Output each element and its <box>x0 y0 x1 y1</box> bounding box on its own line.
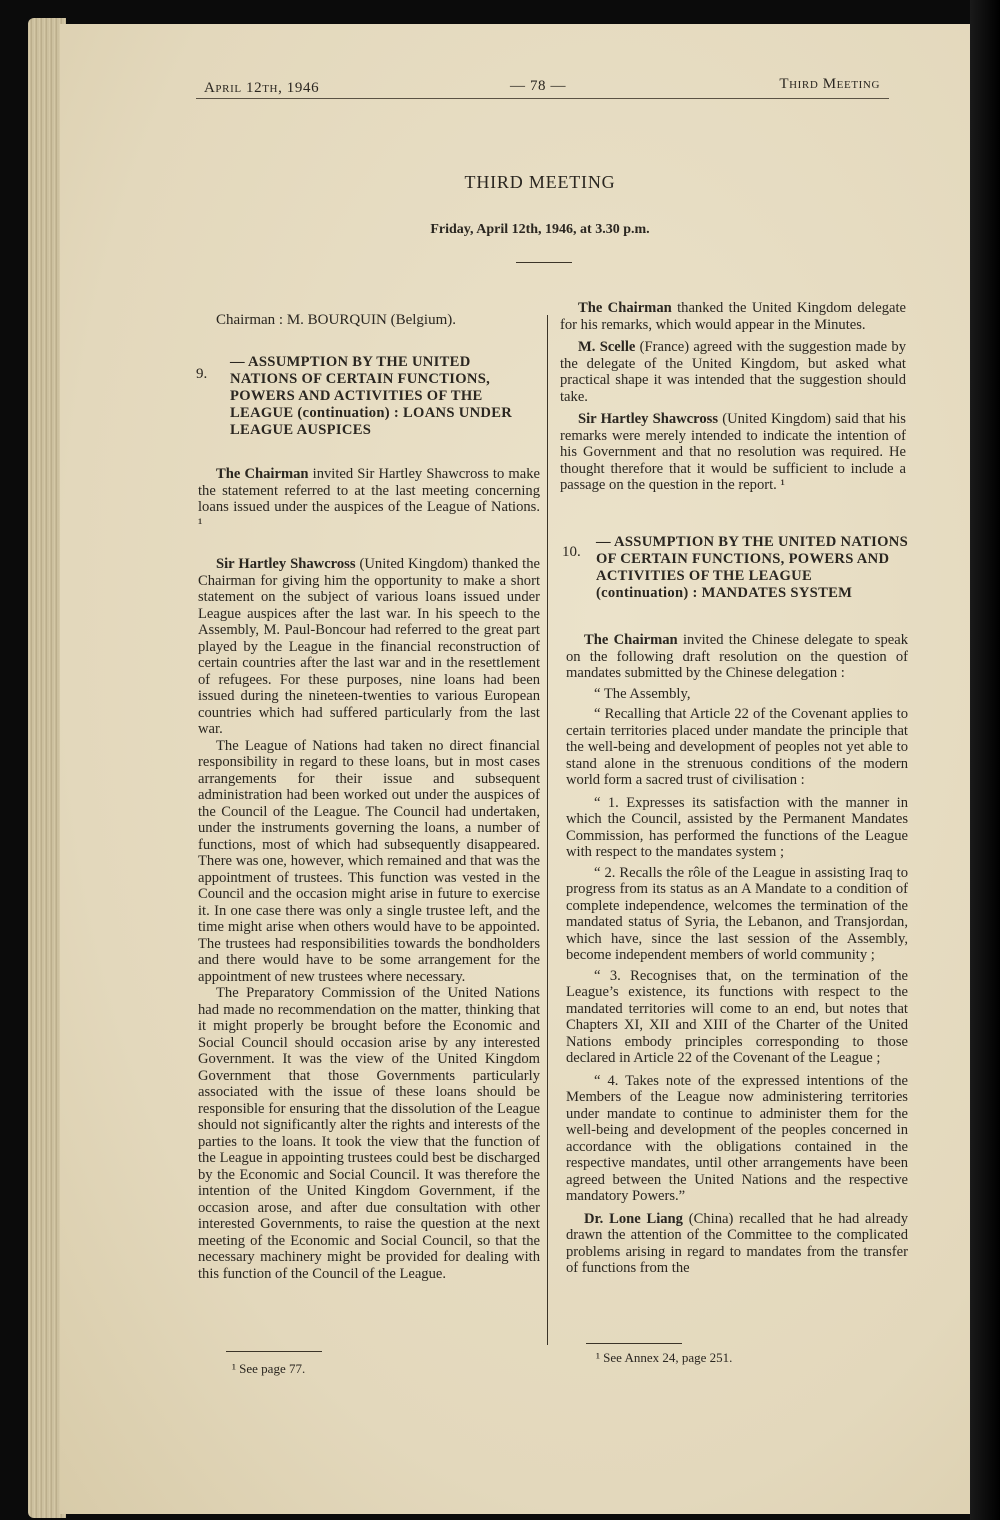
resolution-line: “ The Assembly, <box>594 685 691 702</box>
running-head-date: April 12th, 1946 <box>204 80 320 96</box>
title-divider <box>516 262 572 263</box>
paragraph-text: thanked the United Kingdom delegate for his remarks, which would appear in the Minutes. <box>560 300 907 333</box>
paragraph: The Preparatory Commission of the United Nations had made no recommendation on the matter, thinking that it might properly be brought before the Economic and Social Council should occasion arise by any interested Government. It was the view of the United Kingdom Government that those Governments particularly associated with the issue of these loans should be responsible for ensuring that the dissolution of the League should not significantly alter the rights and interests of the parties to the loans. It took the view that the function of the League in appointing trustees could best be discharged by the Economic and Social Council. It was therefore the intention of the United Kingdom Government, if the occasion arose, and after due consultation with other interested Governments, to raise the question at the next meeting of the Economic and Social Council, so that the necessary machinery might be provided for dealing with this function of the Council of the League. <box>198 985 540 1282</box>
section-heading-9: — ASSUMPTION BY THE UNITED NATIONS OF CERTAIN FUNCTIONS, POWERS AND ACTIVITIES OF THE LEAGUE (continuation) : LOANS UNDER LEAGUE AUSPICES <box>230 354 513 438</box>
paragraph-text: (France) agreed with the suggestion made by the delegate of the United Kingdom, but asked what practical shape it was intended that the suggestion should take. <box>560 339 906 405</box>
running-head-meeting: Third Meeting <box>779 76 880 92</box>
resolution-line: “ 3. Recognises that, on the termination of the League’s existence, its functions with respect to the mandated territories will come to an end, but notes that Chapters XI, XII and XIII of the Charter of the United Nations embody principles corresponding to those declared in Article 22 of the Covenant of the League ; <box>566 967 908 1066</box>
section-number-9: 9. <box>196 366 208 382</box>
speaker: The Chairman <box>216 466 309 482</box>
speaker: The Chairman <box>578 300 672 316</box>
resolution-line: “ 1. Expresses its satisfaction with the manner in which the Council, assisted by the Permanent Mandates Commission, has performed the functions of the League with respect to the mandates system ; <box>566 794 908 860</box>
footnote-rule <box>586 1343 682 1344</box>
paragraph <box>560 339 906 405</box>
paragraph-text: (China) recalled that he had already drawn the attention of the Committee to the complicated problems arising in regard to mandates from the transfer of functions from the <box>566 1210 908 1276</box>
paragraph <box>198 466 540 532</box>
chairman-line: Chairman : M. BOURQUIN (Belgium). <box>216 312 456 328</box>
speaker: Dr. Lone Liang <box>584 1210 683 1227</box>
footnote-rule <box>226 1351 322 1352</box>
section-heading-10: — ASSUMPTION BY THE UNITED NATIONS OF CERTAIN FUNCTIONS, POWERS AND ACTIVITIES OF THE LEAGUE (continuation) : MANDATES SYSTEM <box>596 534 908 601</box>
page-title: THIRD MEETING <box>464 172 616 192</box>
header-rule <box>196 98 889 99</box>
paragraph-text: invited Sir Hartley Shawcross to make the statement referred to at the last meeting concerning loans issued under the auspices of the League of Nations. ¹ <box>198 466 540 532</box>
speaker: M. Scelle <box>578 339 636 355</box>
running-head <box>200 76 890 100</box>
paragraph-text: invited the Chinese delegate to speak on the following draft resolution on the question of mandates submitted by the Chinese delegation : <box>566 632 909 681</box>
section-number-10: 10. <box>562 544 581 560</box>
paragraph-text: (United Kingdom) thanked the Chairman for giving him the opportunity to make a short statement on the subject of various loans issued under League auspices after the last war. In his speech to the Assembly, M. Paul-Boncour had referred to the great part played by the League in the financial reconstruction of certain countries after the last war and in the resettlement of refugees. For these purposes, nine loans had been issued during the nineteen-twenties to various European countries which had suffered particularly from the last war. <box>198 556 540 737</box>
paragraph <box>560 411 906 494</box>
right-column-bottom <box>566 632 908 1277</box>
footnote: ¹ See Annex 24, page 251. <box>596 1350 733 1365</box>
footnote: ¹ See page 77. <box>232 1361 306 1376</box>
resolution-line: “ 2. Recalls the rôle of the League in assisting Iraq to progress from its status as an A Mandate to a condition of complete independence, welcomes the termination of the mandated status of Syria, the Lebanon, and Transjordan, which have, since the last session of the Assembly, become independent members of world community ; <box>566 864 908 963</box>
speaker: Sir Hartley Shawcross <box>578 411 719 427</box>
column-divider <box>547 315 548 1345</box>
scan-background <box>970 0 1000 1520</box>
paragraph <box>566 1211 908 1277</box>
resolution-line: “ 4. Takes note of the expressed intentions of the Members of the League now administering territories under mandate to continue to administer them for the well-being and development of the peoples concerned in accordance with the obligations contained in the respective mandates, until other arrangements have been agreed between the United Nations and the respective mandatory Powers.” <box>566 1072 908 1204</box>
resolution-line: “ Recalling that Article 22 of the Covenant applies to certain territories placed under mandate the principle that the well-being and development of peoples not yet able to stand alone in the strenuous conditions of the modern world form a sacred trust of civilisation : <box>566 706 908 788</box>
paragraph-text: (United Kingdom) said that his remarks were merely intended to indicate the intention of his Government and that no resolution was required. He thought therefore that it would be sufficient to include a passage on the question in the report. ¹ <box>560 411 906 493</box>
left-column <box>198 466 540 1282</box>
right-column-top <box>560 300 906 494</box>
paragraph <box>198 556 540 738</box>
paragraph <box>566 632 908 682</box>
meeting-date: Friday, April 12th, 1946, at 3.30 p.m. <box>430 222 650 237</box>
speaker: The Chairman <box>584 632 678 648</box>
page-number: — 78 — <box>510 78 567 94</box>
paragraph: The League of Nations had taken no direct financial responsibility in regard to these loans, but in most cases arrangements for their issue and subsequent administration had been worked out under the auspices of the Council of the League. The Council had undertaken, under the instruments governing the loans, a number of functions, most of which had subsequently disappeared. There was one, however, which remained and that was the appointment of trustees. This function was vested in the Council and the occasion might arise in future to exercise it. In one case there was only a single trustee left, and the time might arise when others would have to be appointed. The trustees had responsibilities towards the bondholders and there would have to be some arrangement for the appointment of new trustees where necessary. <box>198 737 540 985</box>
paragraph <box>560 300 906 333</box>
speaker: Sir Hartley Shawcross <box>216 556 356 572</box>
